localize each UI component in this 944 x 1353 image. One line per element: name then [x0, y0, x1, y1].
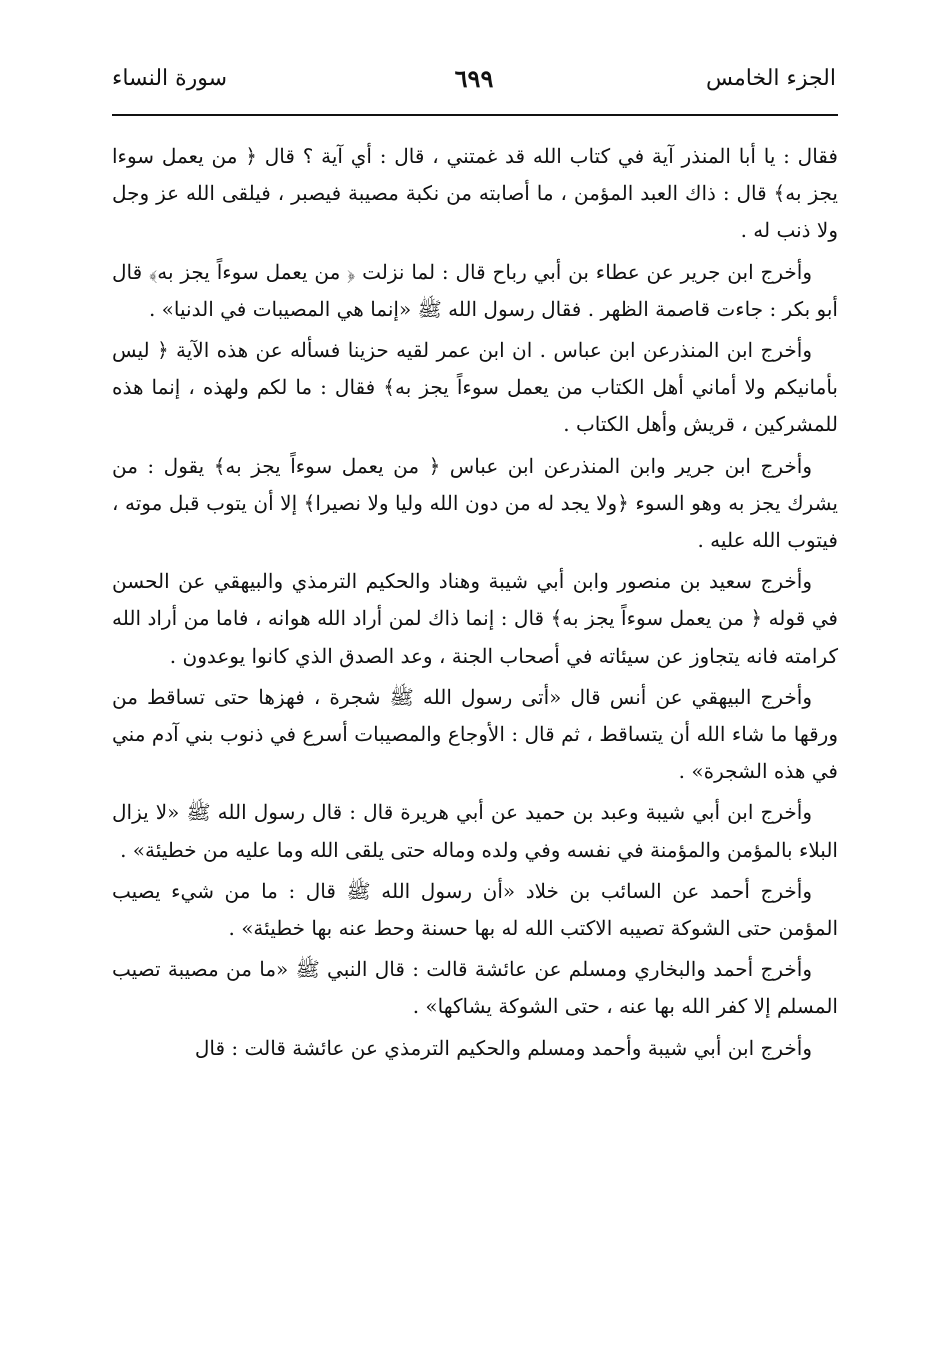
part-title: الجزء الخامس — [705, 66, 836, 91]
paragraph: فقال : يا أبا المنذر آية في كتاب الله قد غمتني ، قال : أي آية ؟ قال ﴿ من يعمل سوءا يجز به﴾ قال : ذاك العبد المؤمن ، ما أصابته من نكبة مصيبة فيصبر ، فيلقى الله عز وجل ولا ذنب له . — [112, 144, 838, 243]
page-body — [112, 138, 838, 1071]
paragraph: وأخرج البيهقي عن أنس قال «أتى رسول الله ﷺ شجرة ، فهزها حتى تساقط من ورقها ما شاء الله أن يتساقط ، ثم قال : الأوجاع والمصيبات أسرع في ذنوب بني آدم مني في هذه الشجرة» . — [112, 684, 838, 784]
paragraph: وأخرج أحمد عن السائب بن خلاد «أن رسول الله ﷺ قال : ما من شيء يصيب المؤمن حتى الشوكة تصيبه الاكتب الله له بها حسنة وحط عنه بها خطيئة» . — [112, 878, 838, 941]
paragraph: وأخرج ابن أبي شيبة وعبد بن حميد عن أبي هريرة قال : قال رسول الله ﷺ «لا يزال البلاء بالمؤمن والمؤمنة في نفسه وفي ولده وماله حتى يلقى الله وما عليه من خطيئة» . — [112, 800, 838, 862]
page-header — [112, 58, 836, 110]
paragraph: وأخرج ابن جرير عن عطاء بن أبي رباح قال : لما نزلت ﴿ من يعمل سوءاً يجز به﴾ قال أبو بكر : جاءت قاصمة الظهر . فقال رسول الله ﷺ «إنما هي المصيبات في الدنيا» . — [112, 259, 838, 321]
page-number: ٦٩٩ — [454, 64, 494, 93]
surah-title: سورة النساء — [112, 66, 228, 91]
paragraph: وأخرج ابن المنذرعن ابن عباس . ان ابن عمر لقيه حزينا فسأله عن هذه الآية ﴿ ليس بأمانيكم ولا أماني أهل الكتاب من يعمل سوءاً يجز به﴾ فقال : ما لكم ولهذه ، إنما هذه للمشركين ، قريش وأهل الكتاب . — [112, 338, 838, 437]
paragraph: وأخرج ابن أبي شيبة وأحمد ومسلم والحكيم الترمذي عن عائشة قالت : قال — [194, 1035, 812, 1060]
header-divider — [112, 114, 838, 116]
paragraph: وأخرج ابن جرير وابن المنذرعن ابن عباس ﴿ من يعمل سوءاً يجز به﴾ يقول : من يشرك يجز به وهو السوء ﴿ولا يجد له من دون الله وليا ولا نصيرا﴾ إلا أن يتوب قبل موته ، فيتوب الله عليه . — [112, 453, 838, 553]
paragraph: وأخرج أحمد والبخاري ومسلم عن عائشة قالت : قال النبي ﷺ «ما من مصيبة تصيب المسلم إلا كفر الله بها عنه ، حتى الشوكة يشاكها» . — [112, 957, 838, 1019]
paragraph: وأخرج سعيد بن منصور وابن أبي شيبة وهناد والحكيم الترمذي والبيهقي عن الحسن في قوله ﴿ من يعمل سوءاً يجز به﴾ قال : إنما ذاك لمن أراد الله هوانه ، فاما من أراد الله كرامته فانه يتجاوز عن سيئاته في أصحاب الجنة ، وعد الصدق الذي كانوا يوعدون . — [112, 569, 838, 668]
